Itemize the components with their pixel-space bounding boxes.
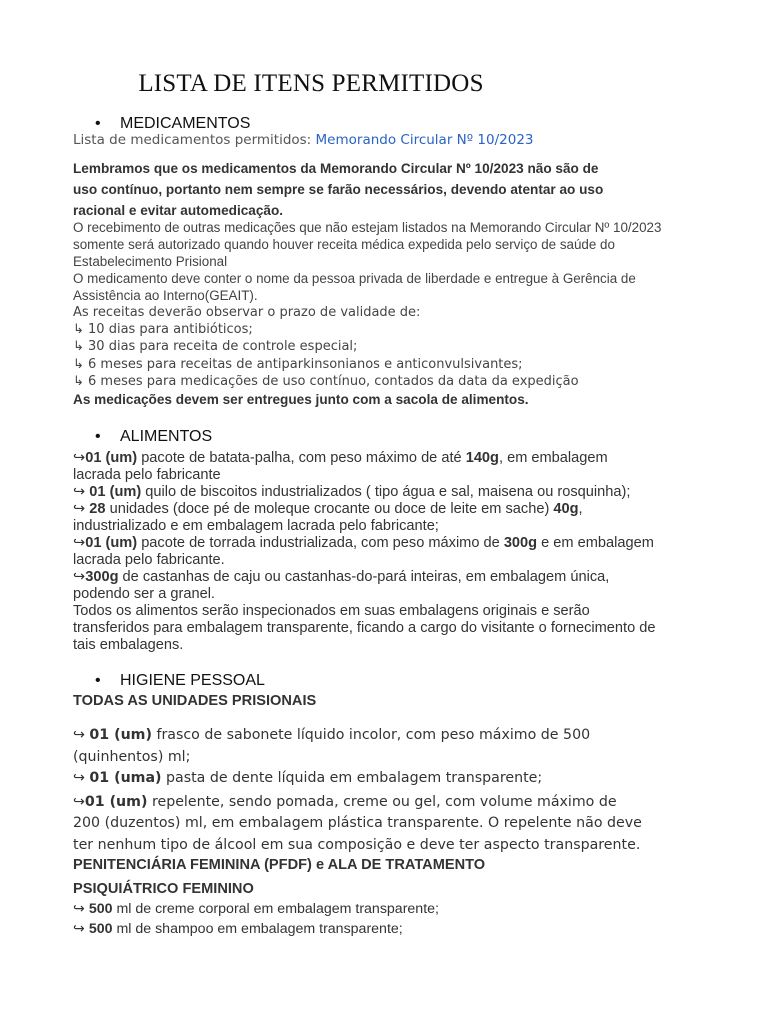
subheading-female-units: PENITENCIÁRIA FEMININA (PFDF) e ALA DE TRATAMENTO PSIQUIÁTRICO FEMININO xyxy=(73,857,486,897)
list-item: ↳ 10 dias para antibióticos; xyxy=(73,322,253,338)
list-item: ↪ 01 (um) frasco de sabonete líquido incolor, com peso máximo de 500 (quinhentos) ml; xyxy=(73,727,591,765)
medication-warning: Lembramos que os medicamentos da Memorando Circular Nº 10/2023 não são de uso contínuo, portanto nem sempre se farão necessários, devendo atentar ao uso racional e evitar automedicação. xyxy=(73,161,604,218)
list-item: ↪ 01 (uma) pasta de dente líquida em embalagem transparente; xyxy=(73,770,543,786)
hygiene-list xyxy=(73,725,698,856)
medication-paragraph-1: O recebimento de outras medicações que não estejam listados na Memorando Circular Nº 10/2023 somente será autorizado quando houver receita médica expedida pelo serviço de saúde do Estabelecimento Prisional xyxy=(73,220,662,269)
bullet-icon: • xyxy=(95,672,101,689)
list-item: ↳ 30 dias para receita de controle especial; xyxy=(73,339,358,355)
list-item: ↪ 500 ml de creme corporal em embalagem transparente; xyxy=(73,901,439,917)
validity-list xyxy=(73,304,698,390)
female-hygiene-list xyxy=(73,900,698,939)
food-list xyxy=(73,450,698,654)
memorando-link[interactable]: Memorando Circular Nº 10/2023 xyxy=(315,132,534,148)
list-item: ↪ 28 unidades (doce pé de moleque crocante ou doce de leite em sache) 40g, industrializado e em embalagem lacrada pelo fabricante; xyxy=(73,501,583,534)
list-item: ↪01 (um) repelente, sendo pomada, creme ou gel, com volume máximo de 200 (duzentos) ml, em embalagem plástica transparente. O repelente não deve ter nenhum tipo de álcool em sua composição e deve ter aspecto transparente. xyxy=(73,793,642,853)
list-item: ↪01 (um) pacote de torrada industrializada, com peso máximo de 300g e em embalagem lacrada pelo fabricante. xyxy=(73,535,654,568)
food-note: Todos os alimentos serão inspecionados em suas embalagens originais e serão transferidos para embalagem transparente, ficando a cargo do visitante o fornecimento de tais embalagens. xyxy=(73,603,656,653)
section-heading-higiene: • HIGIENE PESSOAL xyxy=(0,672,700,690)
medication-paragraph-2: O medicamento deve conter o nome da pessoa privada de liberdade e entregue à Gerência de Assistência ao Interno(GEAIT). xyxy=(73,271,636,303)
medication-list-line: Lista de medicamentos permitidos: Memorando Circular Nº 10/2023 xyxy=(73,132,534,148)
medication-closing: As medicações devem ser entregues junto com a sacola de alimentos. xyxy=(73,392,529,407)
section-heading-alimentos: • ALIMENTOS xyxy=(0,428,700,446)
list-item: ↪300g de castanhas de caju ou castanhas-do-pará inteiras, em embalagem única, podendo ser a granel. xyxy=(73,569,610,602)
bullet-icon: • xyxy=(95,115,101,132)
list-item: ↪ 500 ml de shampoo em embalagem transparente; xyxy=(73,920,403,937)
list-item: ↪ 01 (um) quilo de biscoitos industrializados ( tipo água e sal, maisena ou rosquinha); xyxy=(73,484,631,500)
list-item: ↳ 6 meses para medicações de uso contínuo, contados da data da expedição xyxy=(73,373,579,389)
validity-intro: As receitas deverão observar o prazo de validade de: xyxy=(73,305,421,320)
section-heading-medicamentos: • MEDICAMENTOS xyxy=(0,115,700,133)
page-title: LISTA DE ITENS PERMITIDOS xyxy=(138,70,484,97)
subheading-all-units: TODAS AS UNIDADES PRISIONAIS xyxy=(73,693,317,709)
list-item: ↪01 (um) pacote de batata-palha, com peso máximo de até 140g, em embalagem lacrada pelo fabricante xyxy=(73,450,608,483)
bullet-icon: • xyxy=(95,428,101,445)
list-item: ↳ 6 meses para receitas de antiparkinsonianos e anticonvulsivantes; xyxy=(73,356,523,372)
